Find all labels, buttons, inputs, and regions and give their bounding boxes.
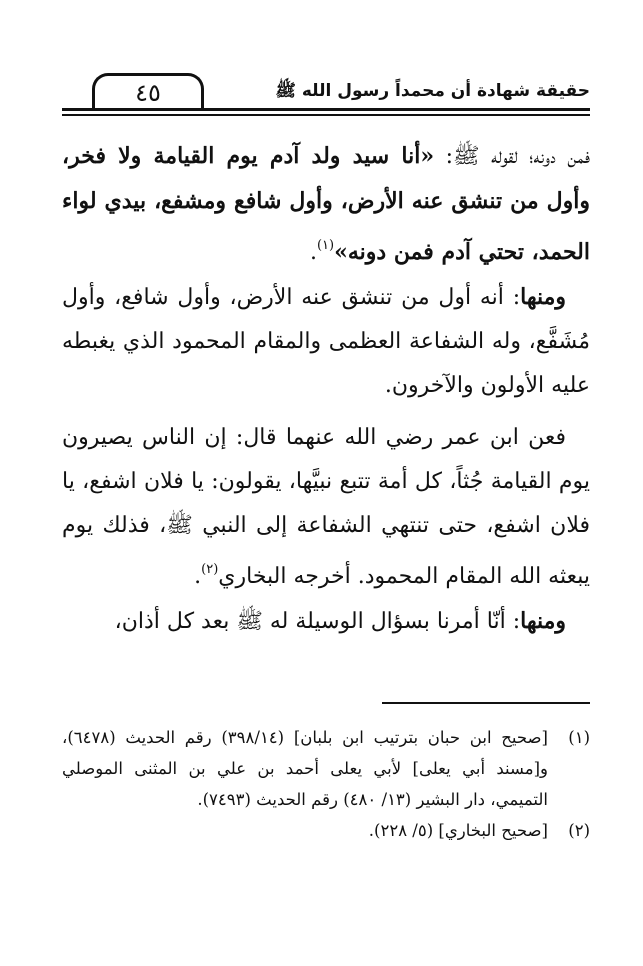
running-title: حقيقة شهادة أن محمداً رسول الله ﷺ — [275, 81, 590, 101]
paragraph-2-text: : أنه أول من تنشق عنه الأرض، وأول شافع، وأول مُشَفَّع، وله الشفاعة العظمى والمقام المحمود الذي يغبطه عليه الأولون والآخرون. — [62, 285, 590, 398]
paragraph-2 — [62, 275, 590, 408]
footnote-number: (١) — [568, 728, 590, 747]
footnote-text: [صحيح ابن حبان بترتيب ابن بلبان] (٣٩٨/١٤) رقم الحديث (٦٤٧٨)، و[مسند أبي يعلى] لأبي يعلى أحمد بن علي بن المثنى الموصلي التميمي، دار البشير (١٣/ ٤٨٠) رقم الحديث (٧٤٩٣). — [62, 728, 548, 809]
footnote-ref-2: (٢) — [201, 562, 219, 577]
paragraph-3 — [62, 416, 590, 599]
hadith-quote: «أنا سيد ولد آدم يوم القيامة ولا فخر، وأول من تنشق عنه الأرض، وأول شافع ومشفع، بيدي لواء الحمد، تحتي آدم فمن دونه» — [62, 143, 590, 265]
paragraph-4-text: : أنّا أمرنا بسؤال الوسيلة له ﷺ بعد كل أذان، — [114, 609, 521, 634]
paragraph-4 — [62, 599, 590, 644]
page-number: ٤٥ — [92, 73, 204, 109]
footnote-text: [صحيح البخاري] (٥/ ٢٢٨). — [368, 821, 548, 840]
footnote-2 — [62, 815, 590, 846]
footnote-separator — [382, 702, 590, 704]
paragraph-3-text: فعن ابن عمر رضي الله عنهما قال: إن الناس يصيرون يوم القيامة جُثاً، كل أمة تتبع نبيَّها، يقولون: يا فلان اشفع، يا فلان اشفع، حتى تنتهي الشفاعة إلى النبي ﷺ، فذلك يوم يبعثه الله المقام المحمود. أخرجه البخاري — [62, 425, 590, 589]
paragraph-3-end: . — [194, 564, 202, 589]
page-header — [62, 70, 590, 120]
header-rule-thick — [62, 108, 590, 111]
paragraph-1-end: . — [309, 240, 317, 265]
paragraph-1-intro: فمن دونه؛ لقوله ﷺ: — [434, 144, 590, 169]
paragraph-4-label: ومنها — [520, 608, 566, 634]
paragraph-2-label: ومنها — [520, 284, 566, 310]
header-rule-thin — [62, 114, 590, 116]
footnote-number: (٢) — [568, 821, 590, 840]
footnote-ref-1: (١) — [316, 238, 335, 253]
paragraph-1 — [62, 134, 590, 275]
main-text — [62, 134, 590, 644]
footnotes — [62, 722, 590, 846]
footnote-1 — [62, 722, 590, 815]
